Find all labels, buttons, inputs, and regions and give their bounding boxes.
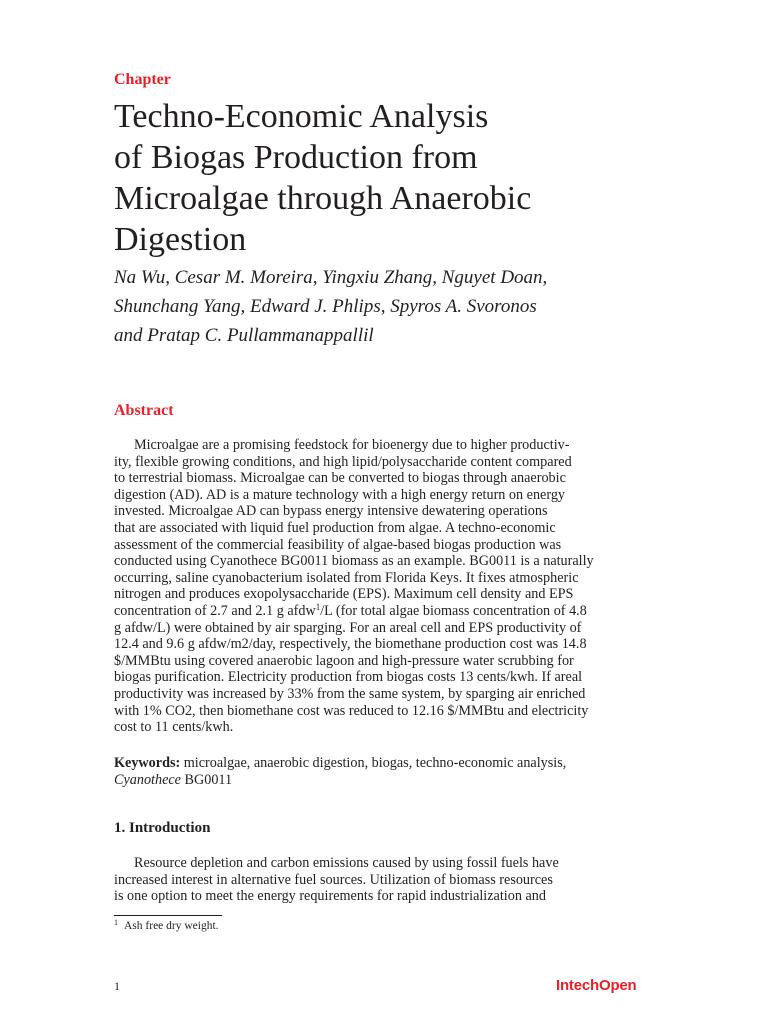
- abstract-line: biogas purification. Electricity production from biogas costs 13 cents/kwh. If areal: [114, 669, 583, 686]
- author-list: [114, 263, 547, 350]
- publisher-logo: IntechOpen: [556, 977, 637, 994]
- abstract-line: with 1% CO2, then biomethane cost was reduced to 12.16 $/MMBtu and electricity: [114, 702, 589, 719]
- keywords-line: [114, 772, 566, 789]
- abstract-line: that are associated with liquid fuel production from algae. A techno-economic: [114, 519, 556, 536]
- title-line: Techno-Economic Analysis: [114, 98, 489, 135]
- footnote-divider: [114, 915, 222, 916]
- abstract-line: $/MMBtu using covered anaerobic lagoon and high-pressure water scrubbing for: [114, 652, 574, 669]
- introduction-line: is one option to meet the energy requirements for rapid industrialization and: [114, 888, 546, 905]
- abstract-line: to terrestrial biomass. Microalgae can be converted to biogas through anaerobic: [114, 470, 566, 487]
- abstract-line: digestion (AD). AD is a mature technology with a high energy return on energy: [114, 486, 566, 503]
- abstract-line: conducted using Cyanothece BG0011 biomass as an example. BG0011 is a naturally: [114, 553, 594, 570]
- chapter-label: Chapter: [114, 71, 171, 88]
- page-number: 1: [114, 979, 120, 993]
- abstract-line-end: /L (for total algae biomass concentration of 4.8: [320, 602, 587, 619]
- abstract-line: assessment of the commercial feasibility of algae-based biogas production was: [114, 536, 562, 553]
- abstract-heading: Abstract: [114, 402, 174, 419]
- keywords-label: Keywords:: [114, 755, 181, 771]
- keywords-species: Cyanothece: [114, 771, 181, 788]
- keywords: [114, 755, 566, 788]
- introduction-heading: 1. Introduction: [114, 820, 211, 836]
- author-line: Na Wu, Cesar M. Moreira, Yingxiu Zhang, Nguyet Doan,: [114, 267, 548, 288]
- abstract-line: invested. Microalgae AD can bypass energy intensive dewatering operations: [114, 503, 548, 520]
- abstract-line: nitrogen and produces exopolysaccharide (EPS). Maximum cell density and EPS: [114, 586, 574, 603]
- author-line: Shunchang Yang, Edward J. Phlips, Spyros A. Svoronos: [114, 296, 537, 317]
- title-line: Microalgae through Anaerobic: [114, 180, 532, 217]
- footnote: [114, 918, 219, 932]
- abstract-line-start: concentration of 2.7 and 2.1 g afdw: [114, 602, 316, 619]
- abstract-line: occurring, saline cyanobacterium isolated from Florida Keys. It fixes atmospheric: [114, 569, 579, 586]
- introduction-line: increased interest in alternative fuel sources. Utilization of biomass resources: [114, 871, 553, 888]
- abstract-line: [114, 603, 594, 620]
- footnote-marker: 1: [114, 918, 118, 927]
- title-line: Digestion: [114, 221, 247, 258]
- abstract-body: [114, 437, 594, 736]
- abstract-line: productivity was increased by 33% from the same system, by sparging air enriched: [114, 685, 586, 702]
- chapter-title: [114, 96, 674, 260]
- abstract-line: ity, flexible growing conditions, and high lipid/polysaccharide content compared: [114, 453, 572, 470]
- abstract-line: cost to 11 cents/kwh.: [114, 719, 234, 736]
- keywords-strain: BG0011: [180, 771, 233, 788]
- author-line: and Pratap C. Pullammanappallil: [114, 325, 374, 346]
- abstract-line: Microalgae are a promising feedstock for bioenergy due to higher productiv-: [134, 437, 570, 453]
- abstract-line: g afdw/L) were obtained by air sparging. For an areal cell and EPS productivity of: [114, 619, 582, 636]
- footnote-reference[interactable]: 1: [315, 601, 321, 612]
- introduction-line: Resource depletion and carbon emissions caused by using fossil fuels have: [134, 855, 559, 871]
- introduction-body: [114, 855, 559, 905]
- title-line: of Biogas Production from: [114, 139, 478, 176]
- footnote-text: Ash free dry weight.: [124, 920, 219, 932]
- keywords-line: [114, 755, 566, 772]
- abstract-line: 12.4 and 9.6 g afdw/m2/day, respectively, the biomethane production cost was 14.8: [114, 636, 587, 653]
- keywords-text: microalgae, anaerobic digestion, biogas, techno-economic analysis,: [180, 755, 567, 771]
